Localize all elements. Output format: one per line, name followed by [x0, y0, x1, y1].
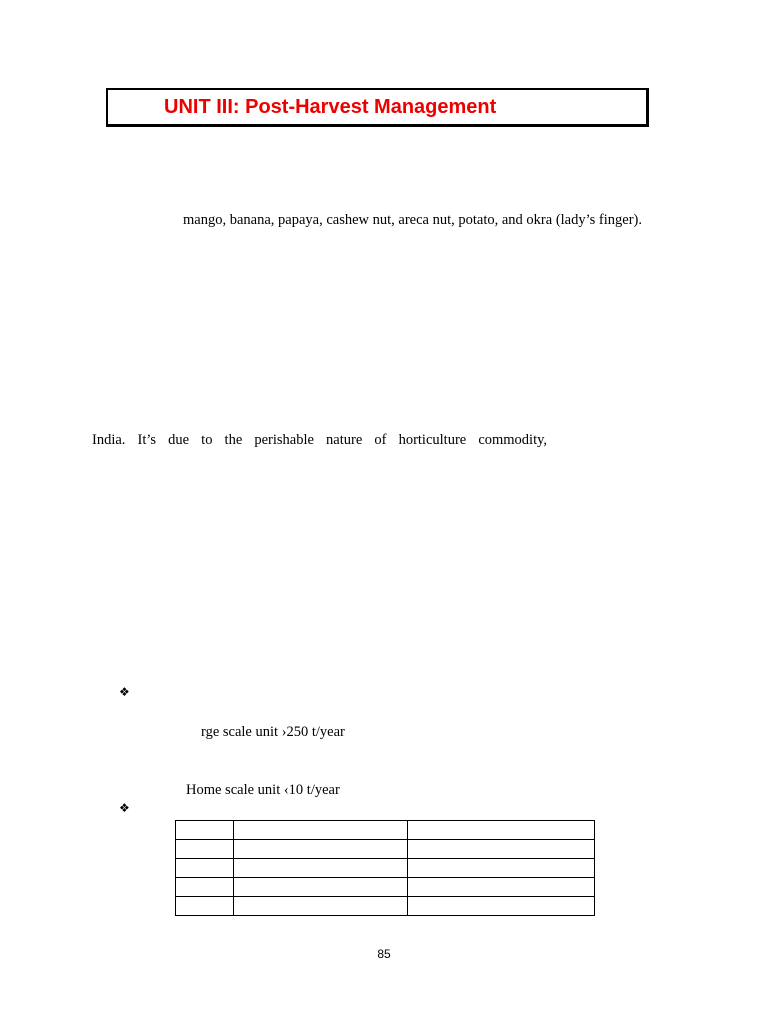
table-cell: [234, 878, 408, 897]
table-cell: [408, 878, 595, 897]
table-cell: [408, 897, 595, 916]
india-line: India. It’s due to the perishable nature of horticulture commodity,: [92, 432, 548, 448]
home-scale-line: Home scale unit ‹10 t/year: [186, 782, 340, 798]
table-cell: [234, 859, 408, 878]
table-cell: [234, 821, 408, 840]
table-cell: [408, 821, 595, 840]
large-scale-line: rge scale unit ›250 t/year: [201, 724, 345, 740]
table-row: [176, 878, 595, 897]
table-row: [176, 840, 595, 859]
bullet-diamond-icon: ❖: [119, 685, 130, 699]
page-number: 85: [377, 947, 391, 961]
unit-title-box: [106, 88, 649, 127]
table-cell: [176, 897, 234, 916]
data-table: [175, 820, 595, 916]
table-cell: [408, 859, 595, 878]
table-row: [176, 859, 595, 878]
bullet-diamond-icon: ❖: [119, 801, 130, 815]
crops-line: mango, banana, papaya, cashew nut, areca nut, potato, and okra (lady’s finger).: [183, 212, 642, 228]
table-cell: [176, 840, 234, 859]
table-cell: [176, 859, 234, 878]
unit-title: UNIT III: Post-Harvest Management: [164, 96, 497, 118]
table-cell: [234, 840, 408, 859]
table-cell: [176, 821, 234, 840]
table-cell: [234, 897, 408, 916]
table-row: [176, 821, 595, 840]
table-row: [176, 897, 595, 916]
table-cell: [176, 878, 234, 897]
table-cell: [408, 840, 595, 859]
